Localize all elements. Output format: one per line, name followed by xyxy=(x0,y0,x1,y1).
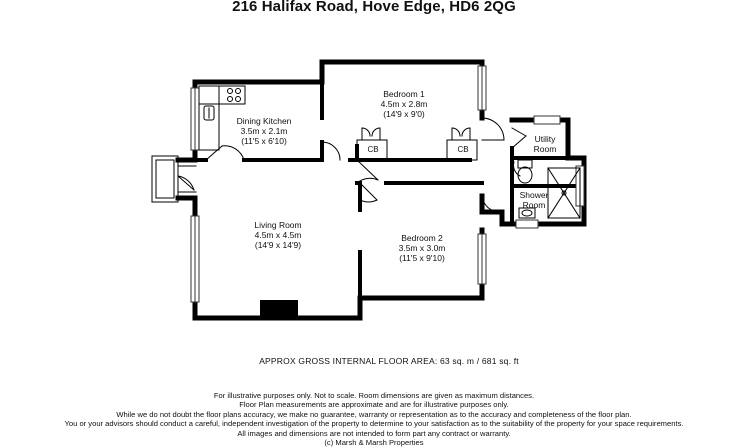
floor-area: APPROX GROSS INTERNAL FLOOR AREA: 63 sq. m / 681 sq. ft xyxy=(259,356,519,366)
room-label-dining-kitchen xyxy=(228,116,300,146)
disclaimer-line: All images and dimensions are not intended to form part any contract or warranty. xyxy=(237,428,511,438)
room-label-bedroom-2 xyxy=(386,233,458,263)
room-size-imperial: (11'5 x 6'10) xyxy=(241,136,287,146)
room-size-metric: 3.5m x 2.1m xyxy=(240,126,288,136)
room-label-shower xyxy=(516,190,552,210)
room-name-suffix: Room xyxy=(533,144,557,154)
room-size-imperial: (14'9 x 9'0) xyxy=(383,109,425,119)
room-size-imperial: (11'5 x 9'10) xyxy=(399,253,445,263)
room-size-imperial: (14'9 x 14'9) xyxy=(254,240,302,250)
room-size-metric: 3.5m x 3.0m xyxy=(398,243,446,253)
room-size-metric: 4.5m x 4.5m xyxy=(254,230,302,240)
room-name: Bedroom 2 xyxy=(401,233,443,243)
fireplace xyxy=(260,300,298,318)
room-name: Dining Kitchen xyxy=(236,116,292,126)
room-name: Bedroom 1 xyxy=(383,89,425,99)
cupboard-label: CB xyxy=(367,145,379,154)
room-size-metric: 4.5m x 2.8m xyxy=(380,99,428,109)
cupboard-label: CB xyxy=(457,145,469,154)
page-title: 216 Halifax Road, Hove Edge, HD6 2QG xyxy=(232,0,516,15)
cupboards xyxy=(357,128,477,160)
disclaimer-line: Floor Plan measurements are approximate and are for illustrative purposes only. xyxy=(239,400,509,410)
room-name-suffix: Room xyxy=(522,200,546,210)
disclaimer xyxy=(0,391,748,447)
front-porch xyxy=(152,156,196,202)
disclaimer-line: You or your advisors should conduct a careful, independent investigation of the property to determine to your satisfaction as to the suitability of the property for your space requirements. xyxy=(64,419,684,429)
room-name: Shower xyxy=(519,190,549,200)
room-label-bedroom-1 xyxy=(368,89,440,119)
room-name: Living Room xyxy=(254,220,302,230)
disclaimer-line: (c) Marsh & Marsh Properties xyxy=(324,438,424,448)
disclaimer-line: While we do not doubt the floor plans accuracy, we make no guarantee, warranty or representation as to the accuracy and completeness of the floor plan. xyxy=(116,409,632,419)
room-label-living-room xyxy=(240,220,316,250)
room-name: Utility xyxy=(534,134,556,144)
disclaimer-line: For illustrative purposes only. Not to scale. Room dimensions are given as maximum distances. xyxy=(213,391,535,400)
room-label-utility xyxy=(528,134,562,154)
